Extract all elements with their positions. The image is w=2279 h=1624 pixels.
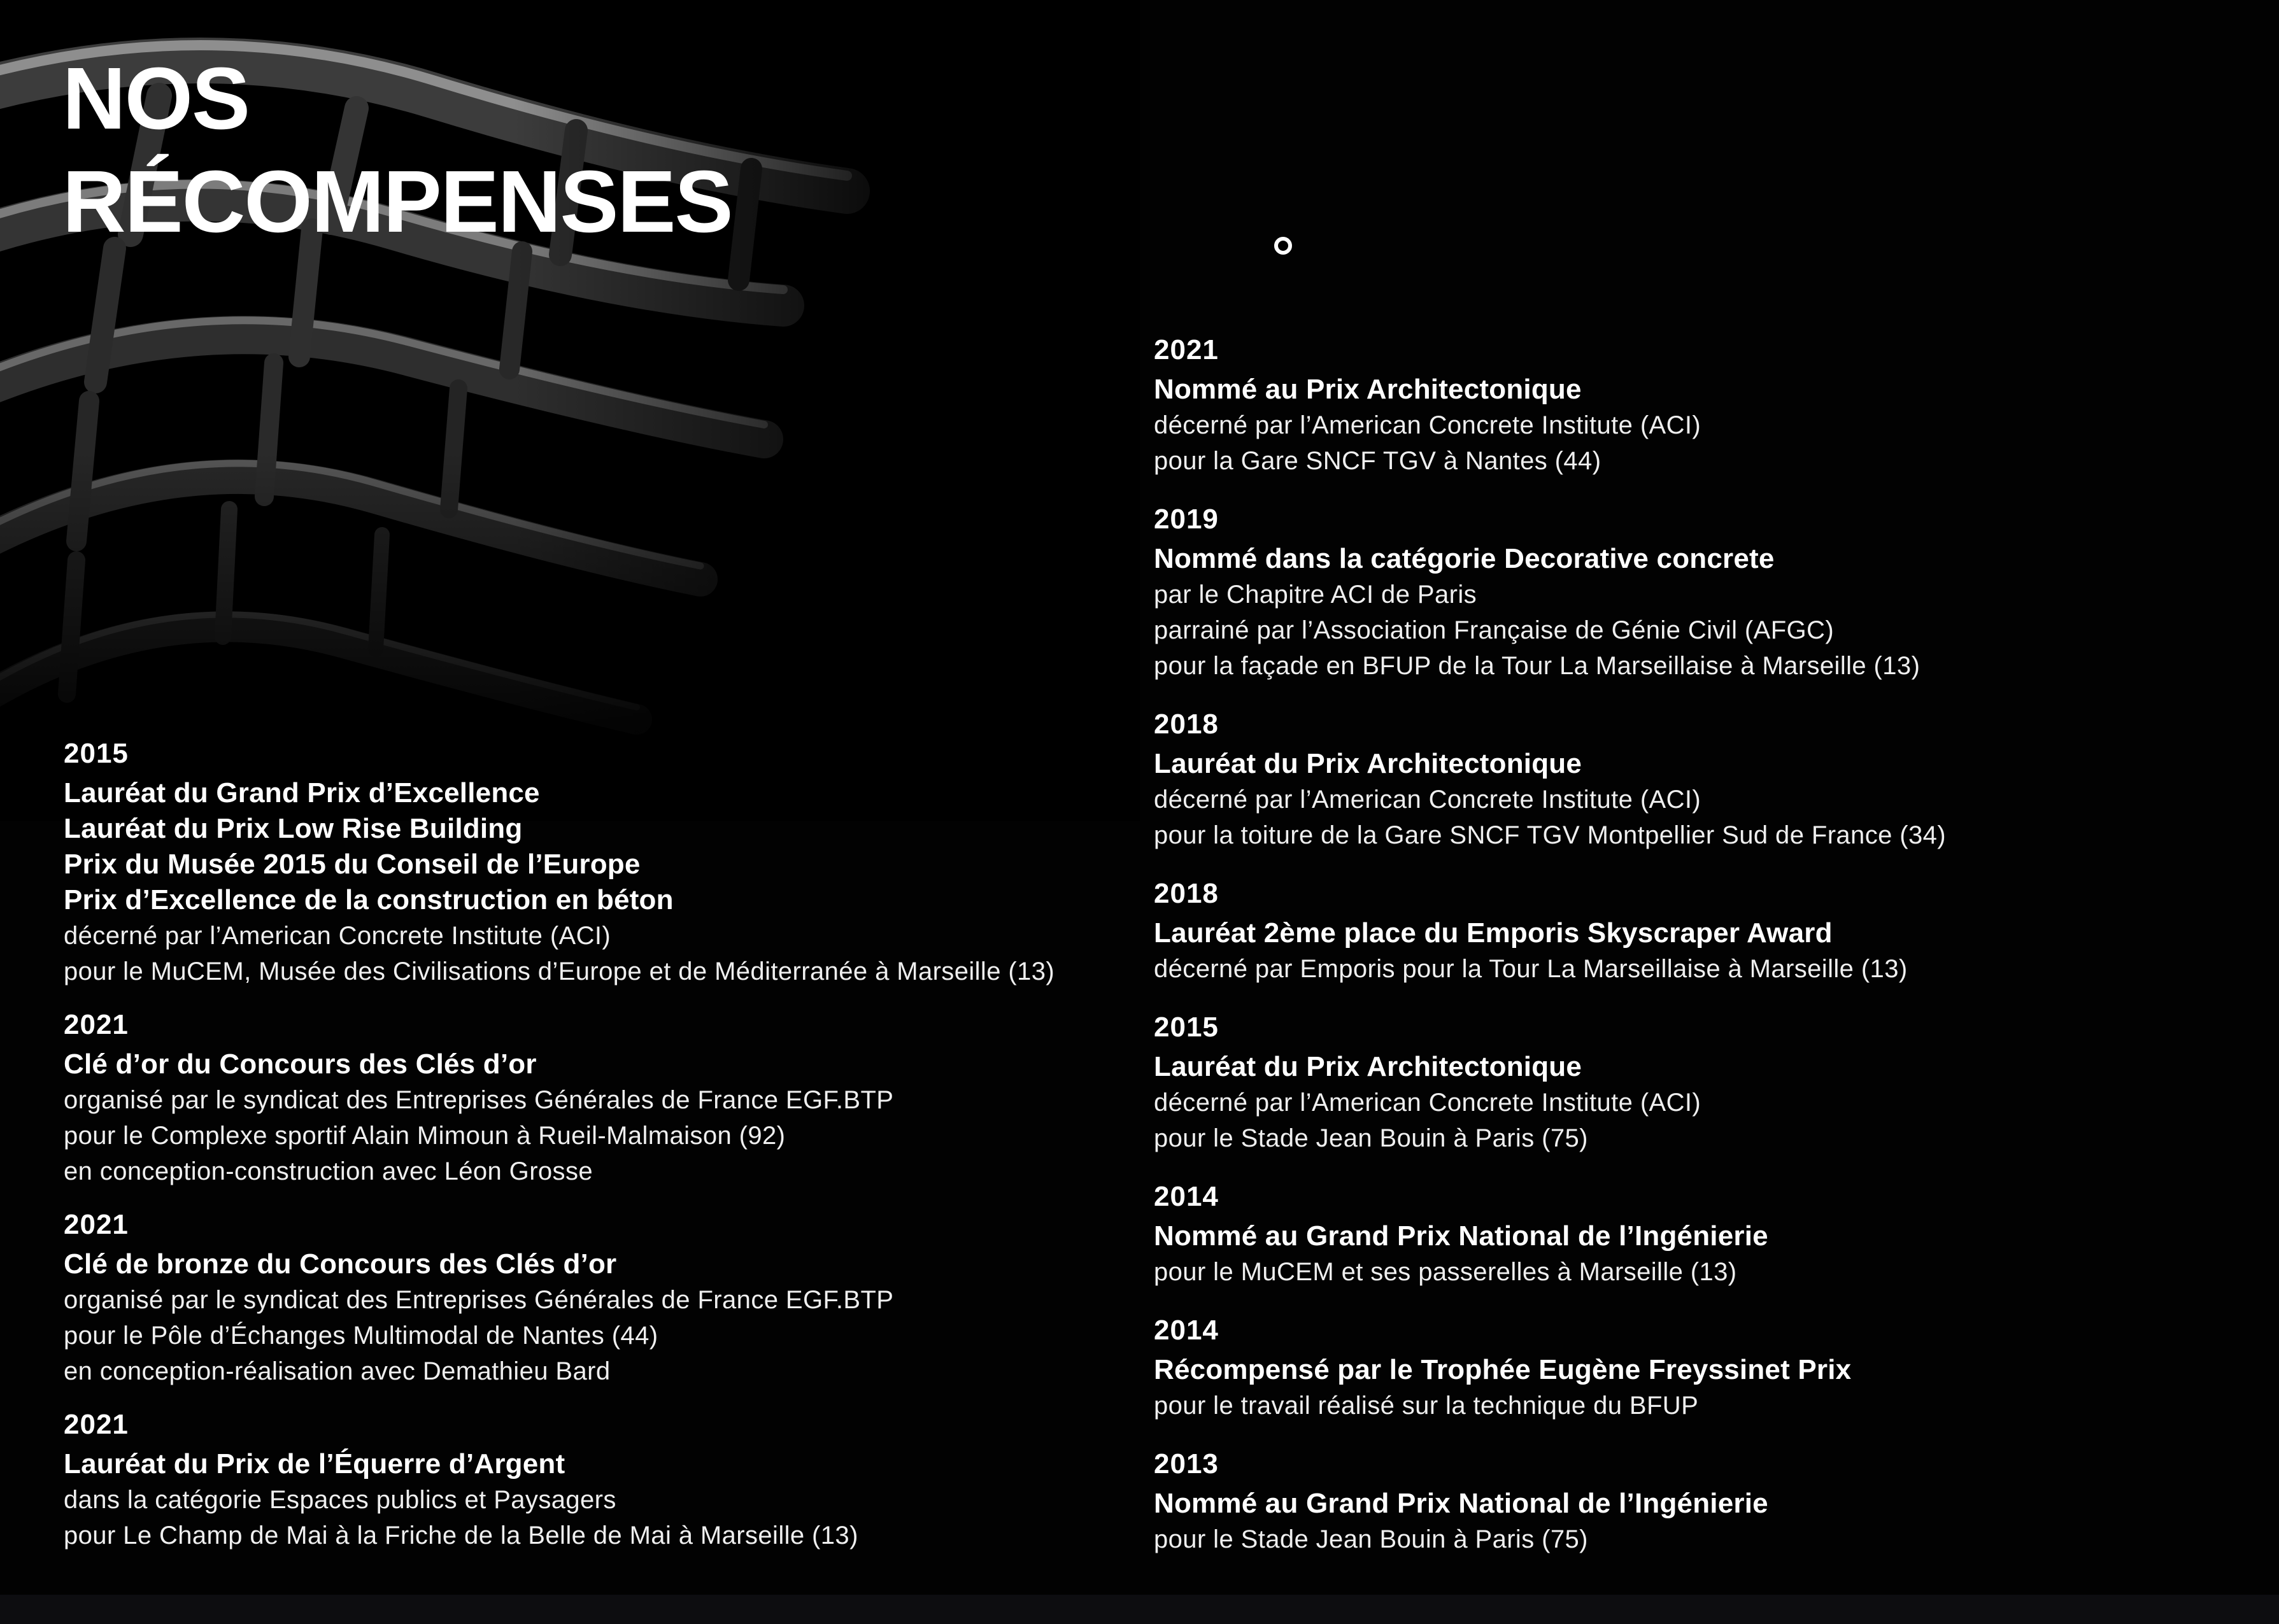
award-entry bbox=[1154, 1313, 2262, 1423]
award-title: Prix d’Excellence de la construction en béton bbox=[64, 884, 674, 915]
award-title: Clé d’or du Concours des Clés d’or bbox=[64, 1049, 537, 1080]
award-title: Nommé dans la catégorie Decorative concrete bbox=[1154, 543, 1775, 574]
award-title: Prix du Musée 2015 du Conseil de l’Europe bbox=[64, 849, 641, 880]
award-title: Lauréat du Prix Architectonique bbox=[1154, 1051, 1582, 1082]
award-year: 2018 bbox=[1154, 878, 1219, 909]
award-year: 2021 bbox=[64, 1009, 129, 1040]
awards-column-right bbox=[1154, 332, 2262, 1557]
award-detail: parrainé par l’Association Française de Génie Civil (AFGC) bbox=[1154, 616, 1835, 644]
award-detail: décerné par l’American Concrete Institute (ACI) bbox=[1154, 1089, 1701, 1117]
award-detail: pour le MuCEM, Musée des Civilisations d’Europe et de Méditerranée à Marseille (13) bbox=[64, 957, 1055, 985]
page-title bbox=[62, 47, 732, 253]
award-entry bbox=[1154, 1446, 2262, 1557]
laurel-wreath-icon bbox=[1156, 55, 1410, 284]
page-title-line-2: RÉCOMPENSES bbox=[62, 153, 732, 251]
award-entry bbox=[1154, 332, 2262, 479]
award-title: Récompensé par le Trophée Eugène Freyssinet Prix bbox=[1154, 1354, 1852, 1385]
award-entry bbox=[1154, 876, 2262, 987]
award-detail: décerné par l’American Concrete Institute (ACI) bbox=[1154, 786, 1701, 814]
award-year: 2018 bbox=[1154, 709, 1219, 740]
award-year: 2014 bbox=[1154, 1315, 1219, 1346]
award-year: 2014 bbox=[1154, 1181, 1219, 1212]
award-detail: pour le Stade Jean Bouin à Paris (75) bbox=[1154, 1124, 1588, 1152]
award-detail: pour le MuCEM et ses passerelles à Marseille (13) bbox=[1154, 1258, 1737, 1286]
award-entry bbox=[1154, 707, 2262, 853]
award-title: Lauréat du Prix Architectonique bbox=[1154, 748, 1582, 779]
award-entry bbox=[64, 736, 1133, 989]
award-detail: organisé par le syndicat des Entreprises Générales de France EGF.BTP bbox=[64, 1086, 894, 1114]
footer-bar bbox=[0, 1595, 2279, 1624]
award-detail: pour le Stade Jean Bouin à Paris (75) bbox=[1154, 1525, 1588, 1553]
award-year: 2021 bbox=[64, 1209, 129, 1240]
award-title: Lauréat 2ème place du Emporis Skyscraper Award bbox=[1154, 917, 1833, 949]
award-detail: décerné par l’American Concrete Institute (ACI) bbox=[64, 922, 611, 950]
award-title: Clé de bronze du Concours des Clés d’or bbox=[64, 1248, 617, 1280]
award-year: 2021 bbox=[1154, 334, 1219, 365]
award-detail: décerné par Emporis pour la Tour La Marseillaise à Marseille (13) bbox=[1154, 955, 1908, 983]
award-entry bbox=[64, 1007, 1133, 1189]
award-year: 2021 bbox=[64, 1409, 129, 1440]
award-entry bbox=[1154, 1010, 2262, 1156]
award-detail: décerné par l’American Concrete Institute (ACI) bbox=[1154, 411, 1701, 439]
award-year: 2015 bbox=[1154, 1012, 1219, 1043]
award-detail: pour Le Champ de Mai à la Friche de la Belle de Mai à Marseille (13) bbox=[64, 1522, 858, 1550]
award-entry bbox=[64, 1207, 1133, 1389]
award-title: Nommé au Prix Architectonique bbox=[1154, 374, 1582, 405]
award-title: Nommé au Grand Prix National de l’Ingénierie bbox=[1154, 1488, 1768, 1519]
award-year: 2013 bbox=[1154, 1448, 1219, 1479]
award-detail: pour la Gare SNCF TGV à Nantes (44) bbox=[1154, 447, 1601, 475]
award-detail: pour la toiture de la Gare SNCF TGV Montpellier Sud de France (34) bbox=[1154, 821, 1946, 849]
award-title: Lauréat du Grand Prix d’Excellence bbox=[64, 777, 540, 808]
award-detail: en conception-réalisation avec Demathieu Bard bbox=[64, 1357, 611, 1385]
award-detail: pour le Complexe sportif Alain Mimoun à Rueil-Malmaison (92) bbox=[64, 1122, 786, 1150]
awards-column-left bbox=[64, 736, 1133, 1553]
award-detail: pour le travail réalisé sur la technique du BFUP bbox=[1154, 1392, 1699, 1420]
award-entry bbox=[1154, 1179, 2262, 1290]
page-title-line-1: NOS bbox=[62, 50, 250, 148]
award-year: 2015 bbox=[64, 738, 129, 769]
award-year: 2019 bbox=[1154, 504, 1219, 535]
award-detail: pour le Pôle d’Échanges Multimodal de Nantes (44) bbox=[64, 1322, 658, 1350]
award-detail: par le Chapitre ACI de Paris bbox=[1154, 581, 1477, 609]
award-detail: organisé par le syndicat des Entreprises Générales de France EGF.BTP bbox=[64, 1286, 894, 1314]
wreath-berry bbox=[1276, 239, 1290, 253]
award-detail: en conception-construction avec Léon Grosse bbox=[64, 1157, 593, 1185]
award-detail: dans la catégorie Espaces publics et Paysagers bbox=[64, 1486, 616, 1514]
award-title: Nommé au Grand Prix National de l’Ingénierie bbox=[1154, 1220, 1768, 1252]
award-detail: pour la façade en BFUP de la Tour La Marseillaise à Marseille (13) bbox=[1154, 652, 1920, 680]
award-title: Lauréat du Prix de l’Équerre d’Argent bbox=[64, 1448, 565, 1479]
award-entry bbox=[64, 1407, 1133, 1553]
award-title: Lauréat du Prix Low Rise Building bbox=[64, 813, 523, 844]
award-entry bbox=[1154, 502, 2262, 684]
